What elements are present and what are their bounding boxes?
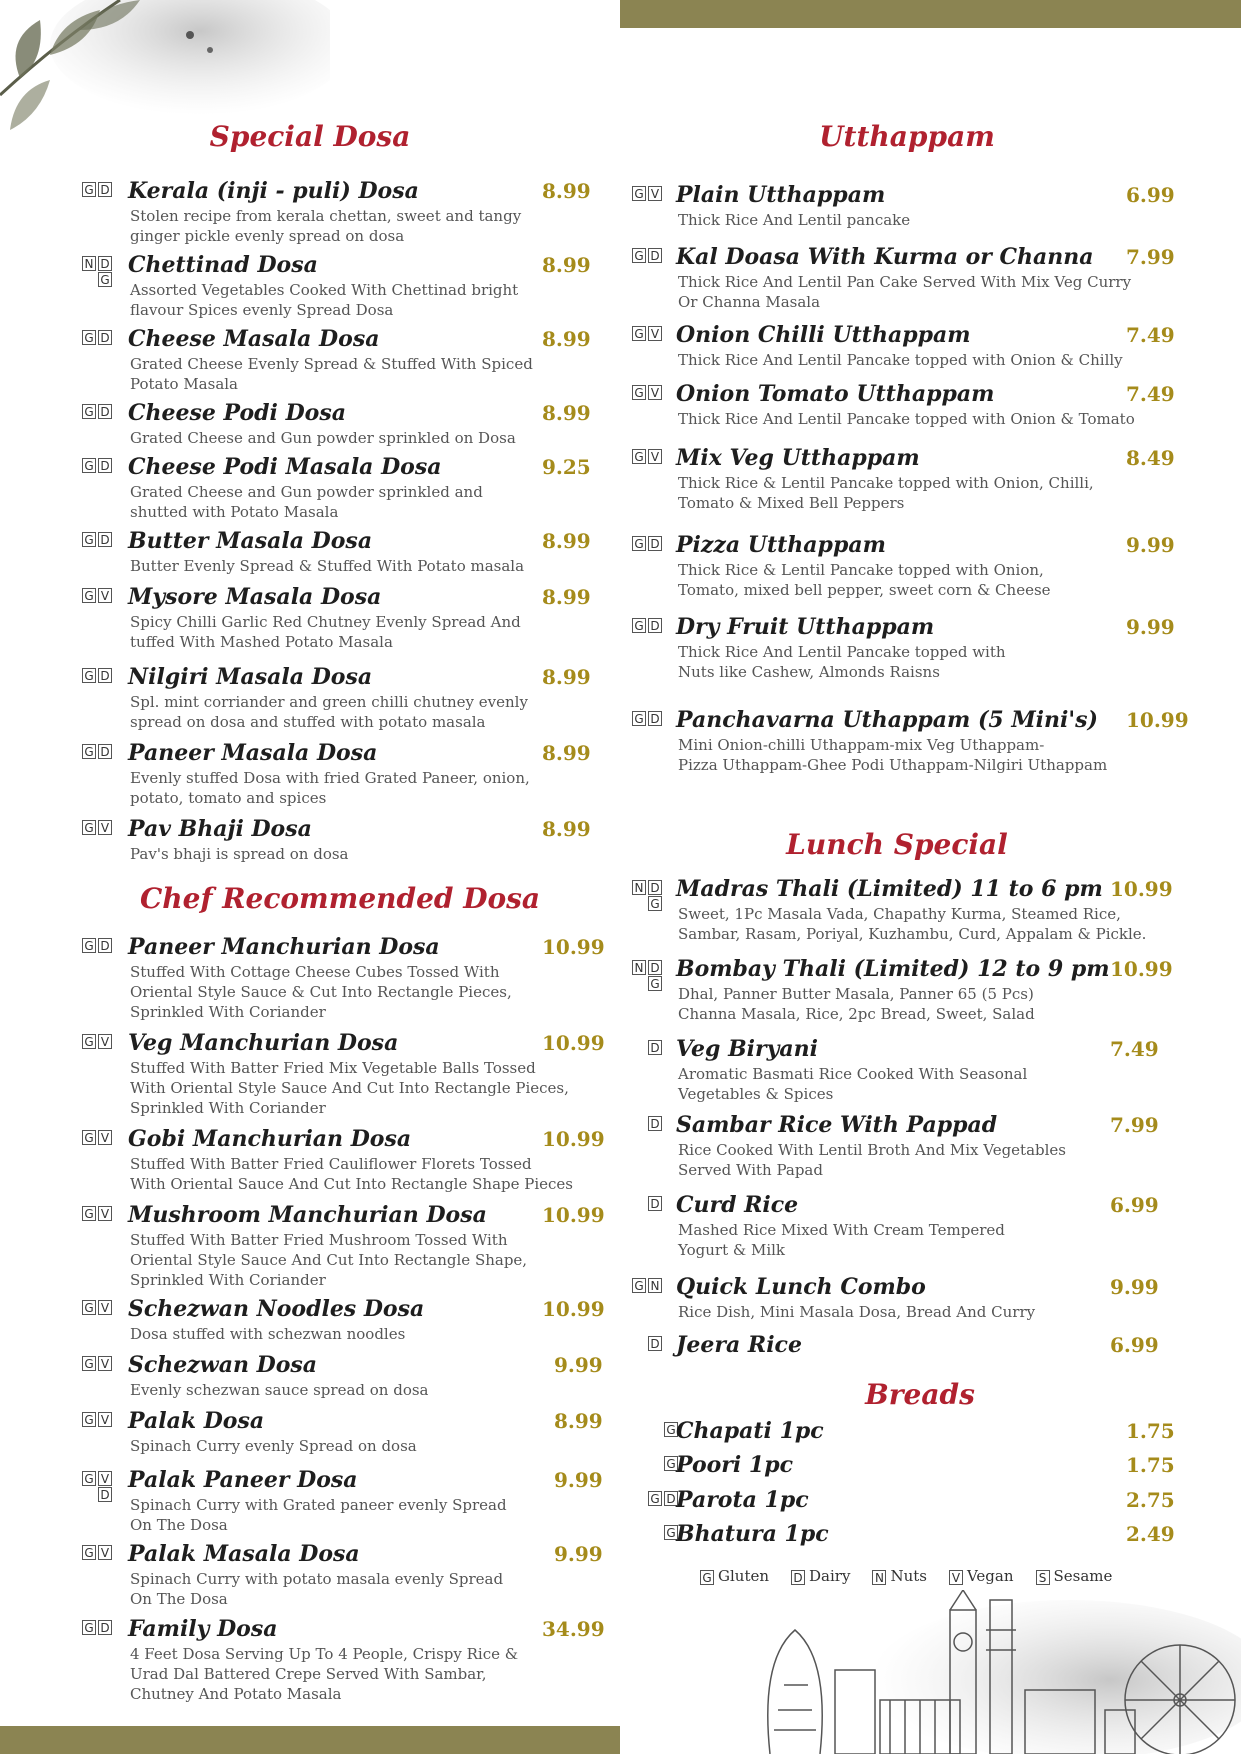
item-description: spread on dosa and stuffed with potato masala — [130, 713, 486, 731]
allergen-codes — [82, 1206, 122, 1246]
allergen-code-badge: V — [98, 1130, 112, 1145]
allergen-code-badge: D — [98, 330, 112, 345]
item-name: Quick Lunch Combo — [676, 1274, 926, 1300]
item-description: Thick Rice And Lentil pancake — [678, 211, 911, 229]
allergen-code-badge: D — [98, 938, 112, 953]
item-name: Mushroom Manchurian Dosa — [128, 1202, 487, 1228]
legend-label: Sesame — [1053, 1567, 1113, 1585]
item-price: 2.49 — [1126, 1522, 1175, 1546]
legend-label: Nuts — [890, 1567, 927, 1585]
item-description: Evenly stuffed Dosa with fried Grated Paneer, onion, — [130, 769, 530, 787]
allergen-code-badge: V — [98, 1471, 112, 1486]
item-name: Veg Manchurian Dosa — [128, 1030, 399, 1056]
item-price: 8.99 — [542, 327, 591, 351]
allergen-code-badge: G — [82, 668, 96, 683]
item-description: Tomato & Mixed Bell Peppers — [678, 494, 905, 512]
allergen-codes — [82, 182, 122, 222]
item-name: Curd Rice — [676, 1192, 799, 1218]
item-price: 8.49 — [1126, 446, 1175, 470]
item-description: Nuts like Cashew, Almonds Raisns — [678, 663, 940, 681]
allergen-codes — [82, 532, 122, 572]
item-price: 10.99 — [1110, 877, 1173, 901]
allergen-code-badge: G — [82, 588, 96, 603]
allergen-codes — [82, 1545, 122, 1585]
item-price: 8.99 — [542, 741, 591, 765]
allergen-codes — [82, 744, 122, 784]
item-price: 10.99 — [1126, 708, 1189, 732]
allergen-code-badge: G — [648, 896, 662, 911]
allergen-code-badge: G — [82, 1471, 96, 1486]
item-description: tuffed With Mashed Potato Masala — [130, 633, 393, 651]
item-name: Veg Biryani — [676, 1036, 819, 1062]
item-price: 8.99 — [542, 529, 591, 553]
allergen-code-badge: G — [82, 532, 96, 547]
allergen-codes — [632, 248, 672, 288]
item-price: 9.99 — [554, 1542, 603, 1566]
item-description: Assorted Vegetables Cooked With Chettinad bright — [130, 281, 519, 299]
item-name: Chapati 1pc — [676, 1418, 824, 1444]
item-description: Thick Rice & Lentil Pancake topped with Onion, — [678, 561, 1044, 579]
allergen-codes — [82, 1130, 122, 1170]
item-name: Poori 1pc — [676, 1452, 793, 1478]
item-description: Mini Onion-chilli Uthappam-mix Veg Uthappam- — [678, 736, 1045, 754]
item-name: Paneer Masala Dosa — [128, 740, 378, 766]
allergen-code-badge: G — [632, 326, 646, 341]
allergen-code-badge: G — [82, 820, 96, 835]
item-price: 8.99 — [542, 253, 591, 277]
allergen-code-badge: D — [98, 1620, 112, 1635]
item-price: 2.75 — [1126, 1488, 1175, 1512]
allergen-code-badge: G — [664, 1525, 678, 1540]
item-description: ginger pickle evenly spread on dosa — [130, 227, 405, 245]
allergen-codes — [82, 458, 122, 498]
allergen-code-badge: G — [82, 182, 96, 197]
allergen-code-badge: G — [82, 1206, 96, 1221]
item-price: 10.99 — [542, 1127, 605, 1151]
item-description: Yogurt & Milk — [678, 1241, 786, 1259]
allergen-code-badge: G — [700, 1570, 714, 1585]
allergen-codes — [632, 326, 672, 366]
item-description: Spinach Curry with potato masala evenly Spread — [130, 1570, 504, 1588]
allergen-code-badge: G — [664, 1456, 678, 1471]
item-description: Sprinkled With Coriander — [130, 1099, 326, 1117]
item-description: Sambar, Rasam, Poriyal, Kuzhambu, Curd, Appalam & Pickle. — [678, 925, 1147, 943]
item-description: Stuffed With Cottage Cheese Cubes Tossed With — [130, 963, 500, 981]
section-title-special-dosa: Special Dosa — [209, 120, 411, 153]
allergen-code-badge: D — [648, 536, 662, 551]
section-title-utthappam: Utthappam — [819, 120, 995, 153]
item-description: On The Dosa — [130, 1516, 228, 1534]
allergen-codes — [632, 1336, 672, 1376]
allergen-codes — [632, 536, 672, 576]
allergen-code-badge: D — [648, 1040, 662, 1055]
item-name: Chettinad Dosa — [128, 252, 318, 278]
allergen-code-badge: G — [82, 938, 96, 953]
allergen-code-badge: G — [82, 744, 96, 759]
allergen-codes — [82, 588, 122, 628]
allergen-code-badge: D — [648, 1116, 662, 1131]
item-description: Grated Cheese and Gun powder sprinkled on Dosa — [130, 429, 516, 447]
allergen-codes — [632, 618, 672, 658]
allergen-code-badge: G — [82, 1034, 96, 1049]
allergen-codes — [82, 330, 122, 370]
allergen-code-badge: D — [98, 256, 112, 271]
allergen-codes — [82, 1471, 122, 1511]
legend-entry — [1036, 1567, 1113, 1585]
allergen-code-badge: D — [98, 744, 112, 759]
allergen-code-badge: G — [82, 1300, 96, 1315]
allergen-codes — [632, 1040, 672, 1080]
item-description: Stuffed With Batter Fried Cauliflower Florets Tossed — [130, 1155, 532, 1173]
allergen-code-badge: D — [98, 182, 112, 197]
item-description: Grated Cheese Evenly Spread & Stuffed With Spiced — [130, 355, 533, 373]
item-name: Bombay Thali (Limited) 12 to 9 pm — [676, 956, 1110, 982]
item-name: Nilgiri Masala Dosa — [128, 664, 373, 690]
legend-entry — [791, 1567, 850, 1585]
allergen-code-badge: S — [1036, 1570, 1050, 1585]
allergen-codes — [82, 256, 122, 296]
allergen-code-badge: G — [648, 1491, 662, 1506]
allergen-code-badge: G — [82, 404, 96, 419]
legend-label: Gluten — [718, 1567, 770, 1585]
allergen-code-badge: N — [648, 1278, 662, 1293]
allergen-legend — [700, 1567, 1134, 1585]
item-price: 10.99 — [542, 1203, 605, 1227]
item-price: 6.99 — [1110, 1333, 1159, 1357]
item-price: 9.99 — [554, 1468, 603, 1492]
item-description: Oriental Style Sauce & Cut Into Rectangle Pieces, — [130, 983, 512, 1001]
item-description: Stuffed With Batter Fried Mushroom Tossed With — [130, 1231, 508, 1249]
allergen-code-badge: V — [98, 1356, 112, 1371]
item-description: Sweet, 1Pc Masala Vada, Chapathy Kurma, Steamed Rice, — [678, 905, 1121, 923]
item-price: 9.25 — [542, 455, 591, 479]
allergen-code-badge: G — [82, 1356, 96, 1371]
item-description: Rice Cooked With Lentil Broth And Mix Vegetables — [678, 1141, 1066, 1159]
allergen-code-badge: G — [632, 618, 646, 633]
item-description: Thick Rice And Lentil Pancake topped with Onion & Chilly — [678, 351, 1123, 369]
allergen-code-badge: D — [648, 1196, 662, 1211]
allergen-code-badge: D — [98, 458, 112, 473]
item-description: Evenly schezwan sauce spread on dosa — [130, 1381, 429, 1399]
allergen-codes — [632, 711, 672, 751]
item-description: With Oriental Style Sauce And Cut Into Rectangle Pieces, — [130, 1079, 569, 1097]
allergen-code-badge: D — [648, 711, 662, 726]
item-name: Palak Dosa — [128, 1408, 265, 1434]
item-description: Pav's bhaji is spread on dosa — [130, 845, 349, 863]
item-name: Parota 1pc — [676, 1487, 809, 1513]
item-name: Bhatura 1pc — [676, 1521, 829, 1547]
allergen-code-badge: G — [82, 458, 96, 473]
item-price: 34.99 — [542, 1617, 605, 1641]
allergen-code-badge: D — [648, 618, 662, 633]
item-description: Stuffed With Batter Fried Mix Vegetable Balls Tossed — [130, 1059, 536, 1077]
allergen-code-badge: G — [82, 1412, 96, 1427]
item-description: Urad Dal Battered Crepe Served With Sambar, — [130, 1665, 487, 1683]
item-price: 10.99 — [542, 935, 605, 959]
item-description: Sprinkled With Coriander — [130, 1003, 326, 1021]
item-name: Mix Veg Utthappam — [676, 445, 920, 471]
item-name: Paneer Manchurian Dosa — [128, 934, 440, 960]
allergen-code-badge: V — [98, 1034, 112, 1049]
item-description: Sprinkled With Coriander — [130, 1271, 326, 1289]
allergen-code-badge: D — [648, 880, 662, 895]
item-price: 9.99 — [1126, 533, 1175, 557]
item-name: Cheese Podi Masala Dosa — [128, 454, 442, 480]
london-skyline-icon — [740, 1590, 1241, 1754]
allergen-code-badge: G — [632, 711, 646, 726]
top-bar — [620, 0, 1241, 28]
allergen-code-badge: V — [648, 186, 662, 201]
allergen-codes — [632, 186, 672, 226]
allergen-codes — [82, 1412, 122, 1452]
allergen-code-badge: G — [98, 272, 112, 287]
item-description: flavour Spices evenly Spread Dosa — [130, 301, 394, 319]
allergen-codes — [632, 385, 672, 425]
item-description: Rice Dish, Mini Masala Dosa, Bread And Curry — [678, 1303, 1036, 1321]
item-description: Grated Cheese and Gun powder sprinkled and — [130, 483, 483, 501]
allergen-codes — [82, 1034, 122, 1074]
allergen-code-badge: G — [82, 1620, 96, 1635]
allergen-code-badge: G — [82, 1130, 96, 1145]
item-price: 6.99 — [1110, 1193, 1159, 1217]
item-price: 1.75 — [1126, 1419, 1175, 1443]
allergen-code-badge: G — [632, 186, 646, 201]
item-price: 7.49 — [1126, 382, 1175, 406]
allergen-codes — [82, 668, 122, 708]
section-title-breads: Breads — [865, 1378, 975, 1411]
allergen-code-badge: D — [648, 960, 662, 975]
item-description: Or Channa Masala — [678, 293, 821, 311]
item-price: 8.99 — [542, 817, 591, 841]
allergen-code-badge: D — [98, 1487, 112, 1502]
item-description: Oriental Style Sauce And Cut Into Rectangle Shape, — [130, 1251, 528, 1269]
item-name: Cheese Masala Dosa — [128, 326, 380, 352]
item-description: Potato Masala — [130, 375, 238, 393]
legend-entry — [700, 1567, 769, 1585]
allergen-code-badge: V — [98, 1300, 112, 1315]
allergen-code-badge: G — [632, 1278, 646, 1293]
item-description: Spinach Curry evenly Spread on dosa — [130, 1437, 417, 1455]
item-price: 8.99 — [542, 179, 591, 203]
allergen-code-badge: V — [648, 385, 662, 400]
allergen-code-badge: N — [82, 256, 96, 271]
item-name: Sambar Rice With Pappad — [676, 1112, 998, 1138]
item-description: Pizza Uthappam-Ghee Podi Uthappam-Nilgiri Uthappam — [678, 756, 1108, 774]
item-description: Thick Rice And Lentil Pancake topped with — [678, 643, 1006, 661]
item-name: Plain Utthappam — [676, 182, 886, 208]
item-price: 8.99 — [542, 665, 591, 689]
section-title-lunch-special: Lunch Special — [786, 828, 1008, 861]
allergen-codes — [82, 1356, 122, 1396]
allergen-code-badge: V — [98, 1206, 112, 1221]
item-description: Spicy Chilli Garlic Red Chutney Evenly Spread And — [130, 613, 521, 631]
item-price: 7.49 — [1126, 323, 1175, 347]
item-description: With Oriental Sauce And Cut Into Rectangle Shape Pieces — [130, 1175, 573, 1193]
item-description: Tomato, mixed bell pepper, sweet corn & Cheese — [678, 581, 1051, 599]
allergen-code-badge: N — [632, 880, 646, 895]
item-description: Thick Rice And Lentil Pancake topped with Onion & Tomato — [678, 410, 1135, 428]
item-name: Onion Tomato Utthappam — [676, 381, 995, 407]
item-name: Onion Chilli Utthappam — [676, 322, 971, 348]
item-name: Gobi Manchurian Dosa — [128, 1126, 412, 1152]
legend-entry — [872, 1567, 927, 1585]
item-description: 4 Feet Dosa Serving Up To 4 People, Crispy Rice & — [130, 1645, 519, 1663]
item-price: 10.99 — [542, 1031, 605, 1055]
item-description: Mashed Rice Mixed With Cream Tempered — [678, 1221, 1005, 1239]
item-description: Vegetables & Spices — [678, 1085, 834, 1103]
item-description: Thick Rice And Lentil Pan Cake Served With Mix Veg Curry — [678, 273, 1132, 291]
item-price: 9.99 — [1110, 1275, 1159, 1299]
item-price: 10.99 — [542, 1297, 605, 1321]
item-price: 7.99 — [1110, 1113, 1159, 1137]
item-name: Pizza Utthappam — [676, 532, 886, 558]
allergen-code-badge: D — [664, 1491, 678, 1506]
item-description: Channa Masala, Rice, 2pc Bread, Sweet, Salad — [678, 1005, 1035, 1023]
allergen-codes — [82, 820, 122, 860]
item-description: shutted with Potato Masala — [130, 503, 339, 521]
allergen-codes — [82, 1620, 122, 1660]
item-name: Family Dosa — [128, 1616, 278, 1642]
item-price: 8.99 — [554, 1409, 603, 1433]
item-name: Dry Fruit Utthappam — [676, 614, 935, 640]
allergen-code-badge: G — [632, 248, 646, 263]
item-description: Aromatic Basmati Rice Cooked With Seasonal — [678, 1065, 1028, 1083]
allergen-code-badge: D — [98, 404, 112, 419]
allergen-code-badge: D — [98, 668, 112, 683]
section-title-chef-recommended: Chef Recommended Dosa — [140, 882, 541, 915]
item-description: Chutney And Potato Masala — [130, 1685, 342, 1703]
allergen-codes — [632, 960, 672, 1000]
item-name: Madras Thali (Limited) 11 to 6 pm — [676, 876, 1103, 902]
item-price: 7.99 — [1126, 245, 1175, 269]
legend-entry — [949, 1567, 1014, 1585]
item-price: 8.99 — [542, 401, 591, 425]
item-description: potato, tomato and spices — [130, 789, 327, 807]
allergen-code-badge: D — [648, 248, 662, 263]
allergen-code-badge: G — [632, 449, 646, 464]
item-description: Served With Papad — [678, 1161, 823, 1179]
allergen-code-badge: G — [664, 1422, 678, 1437]
item-description: Stolen recipe from kerala chettan, sweet and tangy — [130, 207, 522, 225]
allergen-code-badge: G — [632, 385, 646, 400]
allergen-code-badge: N — [872, 1570, 886, 1585]
item-name: Jeera Rice — [676, 1332, 802, 1358]
item-price: 9.99 — [554, 1353, 603, 1377]
allergen-code-badge: V — [98, 820, 112, 835]
item-name: Palak Paneer Dosa — [128, 1467, 358, 1493]
item-description: Butter Evenly Spread & Stuffed With Potato masala — [130, 557, 525, 575]
allergen-codes — [632, 1116, 672, 1156]
item-price: 8.99 — [542, 585, 591, 609]
allergen-code-badge: G — [648, 976, 662, 991]
item-name: Cheese Podi Dosa — [128, 400, 346, 426]
allergen-code-badge: D — [648, 1336, 662, 1351]
allergen-codes — [82, 404, 122, 444]
item-description: Thick Rice & Lentil Pancake topped with Onion, Chilli, — [678, 474, 1094, 492]
legend-label: Vegan — [966, 1567, 1014, 1585]
item-name: Panchavarna Uthappam (5 Mini's) — [676, 707, 1098, 733]
item-description: Spinach Curry with Grated paneer evenly Spread — [130, 1496, 507, 1514]
allergen-code-badge: G — [632, 536, 646, 551]
allergen-codes — [82, 938, 122, 978]
item-name: Kal Doasa With Kurma or Channa — [676, 244, 1094, 270]
item-name: Butter Masala Dosa — [128, 528, 373, 554]
allergen-codes — [632, 1196, 672, 1236]
allergen-codes — [82, 1300, 122, 1340]
item-description: On The Dosa — [130, 1590, 228, 1608]
allergen-code-badge: V — [98, 588, 112, 603]
allergen-code-badge: G — [82, 1545, 96, 1560]
item-price: 9.99 — [1126, 615, 1175, 639]
item-name: Palak Masala Dosa — [128, 1541, 360, 1567]
item-price: 7.49 — [1110, 1037, 1159, 1061]
allergen-code-badge: D — [791, 1570, 805, 1585]
allergen-code-badge: V — [949, 1570, 963, 1585]
item-name: Schezwan Noodles Dosa — [128, 1296, 425, 1322]
item-name: Mysore Masala Dosa — [128, 584, 382, 610]
item-name: Kerala (inji - puli) Dosa — [128, 178, 419, 204]
allergen-code-badge: V — [648, 449, 662, 464]
bottom-bar — [0, 1726, 620, 1754]
allergen-code-badge: V — [648, 326, 662, 341]
item-name: Schezwan Dosa — [128, 1352, 318, 1378]
legend-label: Dairy — [809, 1567, 851, 1585]
item-description: Dosa stuffed with schezwan noodles — [130, 1325, 406, 1343]
allergen-codes — [632, 880, 672, 920]
item-description: Spl. mint corriander and green chilli chutney evenly — [130, 693, 528, 711]
item-description: Dhal, Panner Butter Masala, Panner 65 (5 Pcs) — [678, 985, 1034, 1003]
allergen-codes — [632, 449, 672, 489]
allergen-code-badge: N — [632, 960, 646, 975]
item-price: 10.99 — [1110, 957, 1173, 981]
allergen-code-badge: D — [98, 532, 112, 547]
allergen-code-badge: G — [82, 330, 96, 345]
item-price: 6.99 — [1126, 183, 1175, 207]
allergen-code-badge: V — [98, 1545, 112, 1560]
allergen-codes — [632, 1278, 672, 1318]
item-price: 1.75 — [1126, 1453, 1175, 1477]
allergen-code-badge: V — [98, 1412, 112, 1427]
item-name: Pav Bhaji Dosa — [128, 816, 312, 842]
